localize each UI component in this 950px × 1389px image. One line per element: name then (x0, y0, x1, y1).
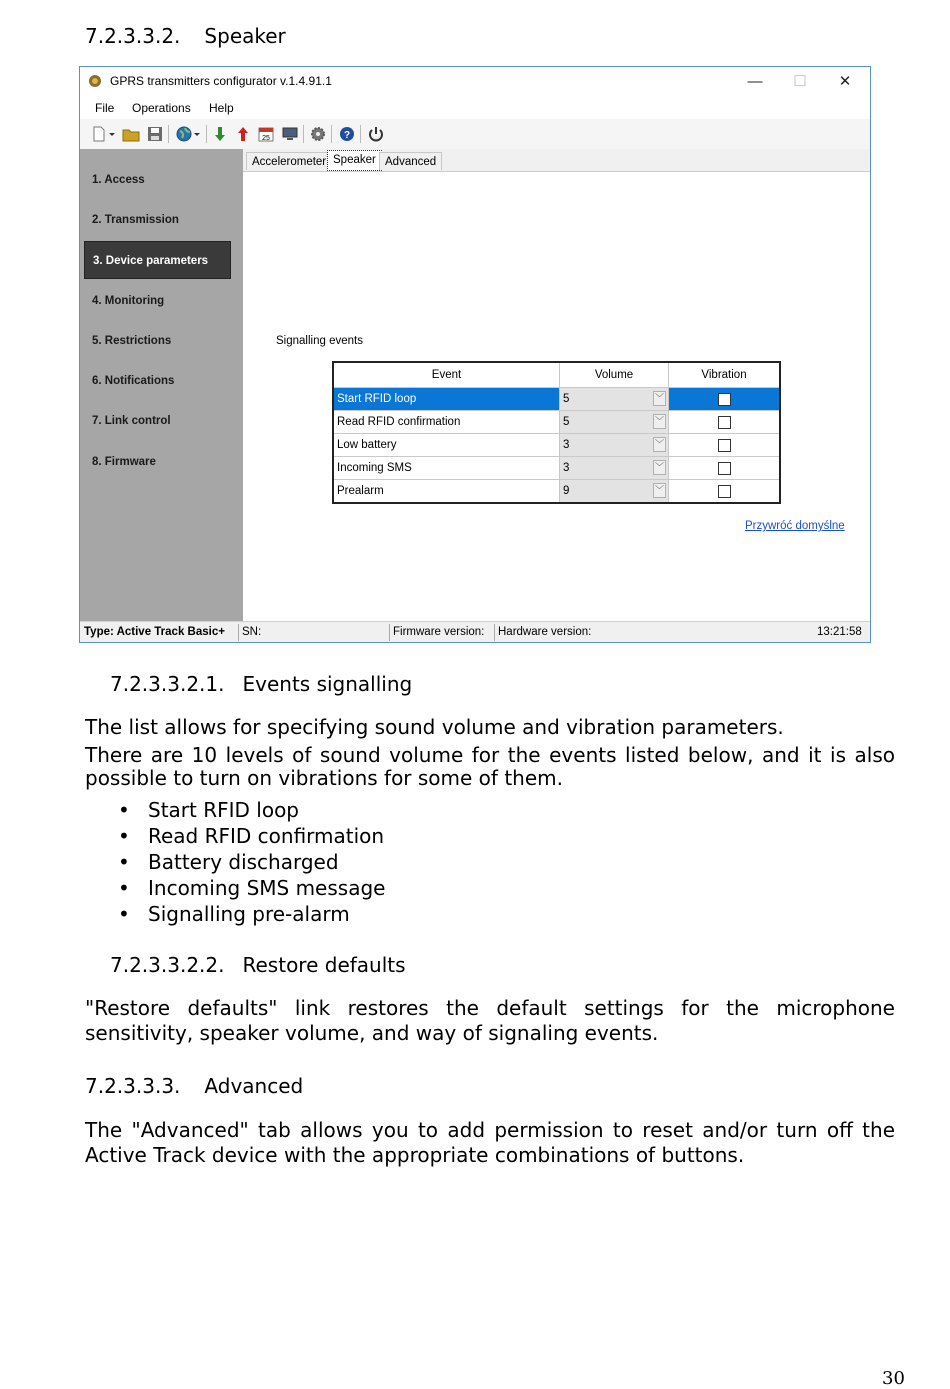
minimize-button[interactable]: — (747, 73, 763, 90)
status-bar (80, 621, 870, 643)
dropdown-arrow-icon[interactable] (108, 125, 116, 143)
subsection-heading-restore-defaults (110, 953, 406, 977)
sidebar-item-monitoring[interactable]: 4. Monitoring (92, 295, 165, 307)
list-item: • Signalling pre-alarm (118, 902, 350, 926)
upload-arrow-icon[interactable] (234, 125, 252, 143)
paragraph-volume-levels: There are 10 levels of sound volume for the events listed below, and it is also possible to turn on vibrations for some of them. (85, 743, 895, 790)
column-header-vibration: Vibration (669, 362, 781, 388)
chevron-down-icon[interactable]: ﹀ (653, 414, 666, 429)
maximize-button[interactable]: ☐ (793, 73, 807, 90)
open-folder-icon[interactable] (122, 125, 140, 143)
page-number: 30 (882, 1368, 905, 1389)
globe-icon[interactable] (175, 125, 193, 143)
section-title: Restore defaults (242, 953, 406, 977)
sidebar-item-link-control[interactable]: 7. Link control (92, 415, 171, 427)
vibration-cell (669, 457, 781, 480)
vibration-checkbox[interactable] (718, 393, 731, 406)
tab-strip (243, 149, 870, 172)
paragraph-list-intro: The list allows for specifying sound volume and vibration parameters. (85, 715, 784, 739)
table-row[interactable] (333, 411, 780, 434)
event-cell[interactable]: Prealarm (333, 480, 560, 504)
section-number: 7.2.3.3.2. (85, 24, 181, 48)
chevron-down-icon[interactable]: ﹀ (653, 483, 666, 498)
content-panel (243, 149, 870, 621)
sidebar-item-notifications[interactable]: 6. Notifications (92, 375, 175, 387)
toolbar (80, 119, 870, 150)
event-cell[interactable]: Read RFID confirmation (333, 411, 560, 434)
sidebar-item-device-parameters[interactable]: 3. Device parameters (84, 241, 231, 279)
sidebar-item-firmware[interactable]: 8. Firmware (92, 456, 156, 468)
configurator-window (79, 66, 871, 643)
calendar-day: 25 (262, 135, 270, 142)
paragraph-advanced: The "Advanced" tab allows you to add permission to reset and/or turn off the Active Track device with the appropriate combinations of buttons. (85, 1118, 895, 1167)
event-bullet-list (85, 797, 385, 927)
calendar-icon[interactable] (257, 125, 275, 143)
menu-operations[interactable]: Operations (132, 101, 191, 115)
section-number: 7.2.3.3.2.2. (110, 953, 225, 977)
volume-select[interactable] (560, 388, 669, 411)
event-cell[interactable]: Incoming SMS (333, 457, 560, 480)
section-number: 7.2.3.3.2.1. (110, 672, 225, 696)
globe-dropdown-icon[interactable] (193, 125, 201, 143)
section-heading-speaker (85, 24, 286, 48)
volume-value: 3 (563, 462, 570, 474)
vibration-checkbox[interactable] (718, 485, 731, 498)
event-cell[interactable]: Low battery (333, 434, 560, 457)
save-icon[interactable] (146, 125, 164, 143)
app-logo-icon (88, 74, 102, 88)
settings-gear-icon[interactable] (309, 125, 327, 143)
vibration-cell (669, 411, 781, 434)
sidebar-item-transmission[interactable]: 2. Transmission (92, 214, 179, 226)
table-row[interactable] (333, 457, 780, 480)
restore-defaults-link[interactable]: Przywróć domyślne (745, 520, 845, 532)
signalling-events-label: Signalling events (276, 335, 363, 347)
tab-advanced[interactable]: Advanced (379, 152, 442, 170)
volume-value: 5 (563, 393, 570, 405)
table-header-row (333, 362, 780, 388)
table-row[interactable] (333, 480, 780, 504)
list-item: • Read RFID confirmation (118, 824, 385, 848)
close-button[interactable]: ✕ (838, 73, 852, 90)
vibration-cell (669, 480, 781, 504)
menu-file[interactable]: File (95, 101, 115, 115)
chevron-down-icon[interactable]: ﹀ (653, 391, 666, 406)
volume-select[interactable] (560, 457, 669, 480)
list-item: • Start RFID loop (118, 798, 299, 822)
table-row[interactable] (333, 434, 780, 457)
menu-help[interactable]: Help (209, 101, 234, 115)
menu-bar (80, 97, 870, 119)
tab-accelerometer[interactable]: Accelerometer (246, 152, 332, 170)
signalling-events-table (332, 361, 781, 504)
list-item: • Battery discharged (118, 850, 339, 874)
section-number: 7.2.3.3.3. (85, 1074, 181, 1098)
paragraph-restore-defaults: "Restore defaults" link restores the default settings for the microphone sensitivity, speaker volume, and way of signaling events. (85, 996, 895, 1045)
status-hardware-version: Hardware version: (498, 626, 592, 638)
svg-text:?: ? (343, 130, 351, 141)
event-cell[interactable]: Start RFID loop (333, 388, 560, 411)
subsection-heading-events-signalling (110, 672, 412, 696)
section-title: Events signalling (242, 672, 413, 696)
status-serial-number: SN: (242, 626, 262, 638)
status-time: 13:21:58 (817, 626, 862, 638)
power-icon[interactable] (367, 125, 385, 143)
section-title: Advanced (204, 1074, 304, 1098)
vibration-cell (669, 388, 781, 411)
chevron-down-icon[interactable]: ﹀ (653, 460, 666, 475)
status-firmware-version: Firmware version: (393, 626, 485, 638)
section-title: Speaker (204, 24, 286, 48)
tab-speaker[interactable]: Speaker (327, 150, 382, 171)
volume-value: 5 (563, 416, 570, 428)
title-bar (80, 67, 870, 97)
window-title: GPRS transmitters configurator v.1.4.91.1 (110, 74, 332, 88)
sidebar-item-restrictions[interactable]: 5. Restrictions (92, 335, 172, 347)
volume-select[interactable] (560, 411, 669, 434)
volume-select[interactable] (560, 434, 669, 457)
list-item: • Incoming SMS message (118, 876, 386, 900)
section-heading-advanced (85, 1074, 303, 1098)
vibration-cell (669, 434, 781, 457)
status-device-type: Type: Active Track Basic+ (84, 626, 225, 638)
monitor-icon[interactable] (281, 125, 299, 143)
sidebar-item-access[interactable]: 1. Access (92, 174, 145, 186)
new-file-icon[interactable] (90, 125, 108, 143)
vibration-checkbox[interactable] (718, 416, 731, 429)
column-header-volume: Volume (560, 362, 669, 388)
chevron-down-icon[interactable]: ﹀ (653, 437, 666, 452)
table-row[interactable] (333, 388, 780, 411)
sidebar (80, 149, 243, 621)
volume-value: 3 (563, 439, 570, 451)
vibration-checkbox[interactable] (718, 462, 731, 475)
help-icon[interactable] (338, 125, 356, 143)
vibration-checkbox[interactable] (718, 439, 731, 452)
download-arrow-icon[interactable] (211, 125, 229, 143)
volume-select[interactable] (560, 480, 669, 504)
volume-value: 9 (563, 485, 570, 497)
column-header-event: Event (333, 362, 560, 388)
